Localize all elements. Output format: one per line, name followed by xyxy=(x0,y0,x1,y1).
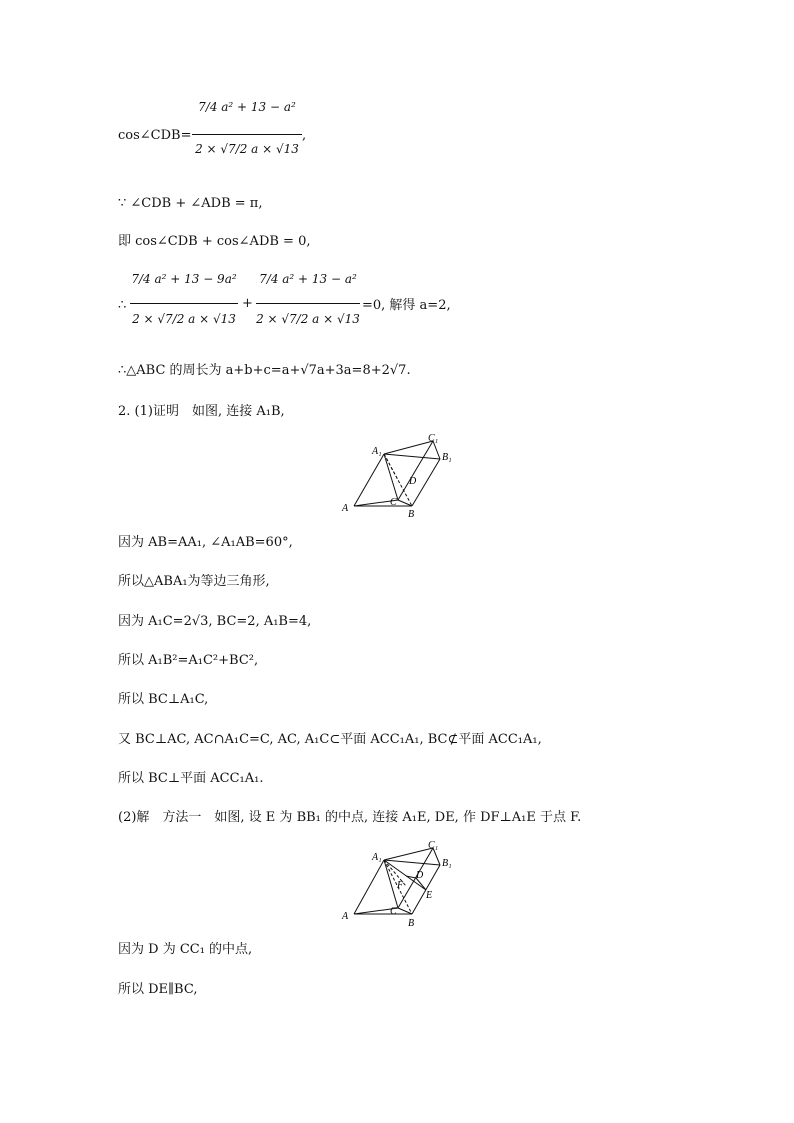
line-9: 所以 DE∥BC, xyxy=(118,982,198,997)
line-7: 所以 BC⊥平面 ACC₁A₁. xyxy=(118,771,264,786)
label-c: C xyxy=(390,497,397,508)
label-e: E xyxy=(426,890,433,901)
line-6: 又 BC⊥AC, AC∩A₁C=C, AC, A₁C⊂平面 ACC₁A₁, BC⊄平面 ACC₁A₁, xyxy=(118,732,542,747)
therefore-symbol: ∴ xyxy=(118,298,127,313)
equation-numerator-1: 7/4 a² + 13 − 9a² xyxy=(131,272,237,286)
perimeter-line: ∴△ABC 的周长为 a+b+c=a+√7a+3a=8+2√7. xyxy=(118,363,411,378)
line-2: 所以△ABA₁为等边三角形, xyxy=(118,574,270,589)
label-a: A xyxy=(342,503,349,514)
label-a: A xyxy=(342,911,349,922)
fraction-bar xyxy=(192,134,302,135)
prism-figure-1 xyxy=(340,432,460,520)
cos-cdb-numerator: 7/4 a² + 13 − a² xyxy=(198,100,296,114)
label-f: F xyxy=(397,880,404,891)
label-c1: C₁ xyxy=(428,433,439,444)
equation-tail: =0, 解得 a=2, xyxy=(362,298,451,313)
cos-cdb-label: cos∠CDB= xyxy=(118,128,192,143)
question-2-heading: 2. (1)证明 如图, 连接 A₁B, xyxy=(118,404,285,419)
plus-sign: + xyxy=(242,296,253,311)
label-d: D xyxy=(416,870,424,881)
cos-sum-line: 即 cos∠CDB + cos∠ADB = 0, xyxy=(118,234,311,249)
line-8: 因为 D 为 CC₁ 的中点, xyxy=(118,942,253,957)
equation-denominator-1: 2 × √7/2 a × √13 xyxy=(132,312,236,326)
label-c1: C₁ xyxy=(428,840,439,851)
label-b: B xyxy=(408,918,415,929)
part-2-heading: (2)解 方法一 如图, 设 E 为 BB₁ 的中点, 连接 A₁E, DE, 作 DF⊥A₁E 于点 F. xyxy=(118,810,582,825)
fraction-bar xyxy=(256,303,360,304)
label-c: C xyxy=(390,906,397,917)
angle-sum-line: ∵ ∠CDB + ∠ADB = π, xyxy=(118,196,263,211)
equation-numerator-2: 7/4 a² + 13 − a² xyxy=(259,272,357,286)
fraction-bar xyxy=(130,303,238,304)
line-3: 因为 A₁C=2√3, BC=2, A₁B=4, xyxy=(118,614,312,629)
line-1: 因为 AB=AA₁, ∠A₁AB=60°, xyxy=(118,535,293,550)
comma: , xyxy=(302,128,307,143)
line-5: 所以 BC⊥A₁C, xyxy=(118,692,209,707)
equation-denominator-2: 2 × √7/2 a × √13 xyxy=(256,312,360,326)
label-b: B xyxy=(408,509,415,520)
label-b1: B₁ xyxy=(442,858,452,869)
prism-figure-2 xyxy=(340,840,460,930)
label-a1: A₁ xyxy=(372,446,382,457)
line-4: 所以 A₁B²=A₁C²+BC², xyxy=(118,653,259,668)
cos-cdb-denominator: 2 × √7/2 a × √13 xyxy=(195,142,299,156)
label-d: D xyxy=(409,476,417,487)
label-a1: A₁ xyxy=(372,852,382,863)
label-b1: B₁ xyxy=(442,452,452,463)
